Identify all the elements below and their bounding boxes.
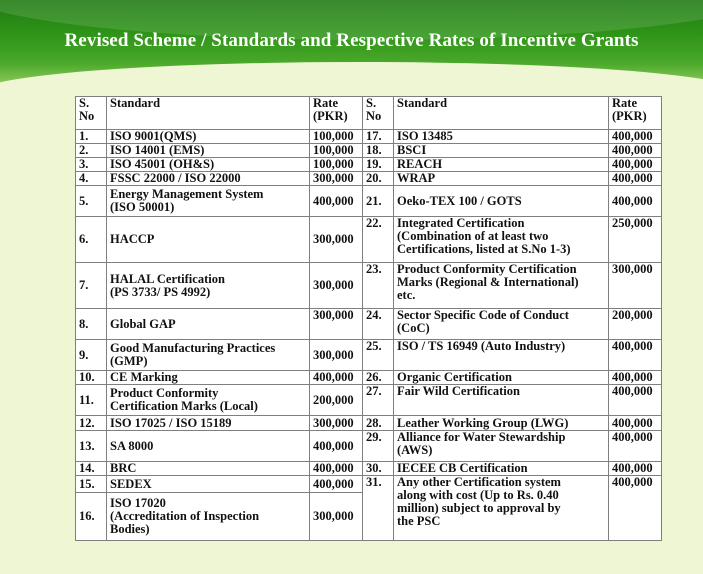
table-row xyxy=(76,416,662,431)
rate-cell: 400,000 xyxy=(609,476,662,541)
rate-cell: 250,000 xyxy=(609,217,662,263)
standard-cell: Leather Working Group (LWG) xyxy=(394,416,609,431)
table-row xyxy=(76,476,662,493)
rate-cell: 300,000 xyxy=(310,263,363,309)
sno-cell: 11. xyxy=(76,385,107,416)
standard-cell: ISO 45001 (OH&S) xyxy=(107,158,310,172)
rate-cell: 100,000 xyxy=(310,130,363,144)
sno-cell: 13. xyxy=(76,431,107,462)
rate-cell: 400,000 xyxy=(310,476,363,493)
sno-cell: 27. xyxy=(363,385,394,416)
rate-cell: 400,000 xyxy=(609,172,662,186)
standard-cell: BSCI xyxy=(394,144,609,158)
standard-cell: ISO 17020 (Accreditation of Inspection Bodies) xyxy=(107,493,310,541)
standard-cell: Organic Certification xyxy=(394,371,609,385)
rate-cell: 300,000 xyxy=(310,217,363,263)
standard-cell: Any other Certification system along with cost (Up to Rs. 0.40 million) subject to approval by the PSC xyxy=(394,476,609,541)
rate-cell: 400,000 xyxy=(609,462,662,476)
sno-cell: 25. xyxy=(363,340,394,371)
rate-cell: 100,000 xyxy=(310,158,363,172)
sno-cell: 18. xyxy=(363,144,394,158)
standard-cell: ISO 14001 (EMS) xyxy=(107,144,310,158)
header-standard: Standard xyxy=(107,97,310,130)
standard-cell: Oeko-TEX 100 / GOTS xyxy=(394,186,609,217)
rate-cell: 300,000 xyxy=(310,309,363,340)
table-header-row xyxy=(76,97,662,130)
rate-cell: 400,000 xyxy=(310,462,363,476)
table-row xyxy=(76,431,662,462)
rate-cell: 300,000 xyxy=(310,172,363,186)
rate-cell: 200,000 xyxy=(310,385,363,416)
rate-cell: 400,000 xyxy=(609,158,662,172)
sno-cell: 17. xyxy=(363,130,394,144)
standard-cell: ISO 13485 xyxy=(394,130,609,144)
standard-cell: SEDEX xyxy=(107,476,310,493)
sno-cell: 31. xyxy=(363,476,394,541)
standard-cell: HALAL Certification (PS 3733/ PS 4992) xyxy=(107,263,310,309)
rate-cell: 400,000 xyxy=(609,416,662,431)
rate-cell: 300,000 xyxy=(310,493,363,541)
sno-cell: 23. xyxy=(363,263,394,309)
sno-cell: 4. xyxy=(76,172,107,186)
standard-cell: ISO 17025 / ISO 15189 xyxy=(107,416,310,431)
table-row xyxy=(76,186,662,217)
sno-cell: 2. xyxy=(76,144,107,158)
table-row xyxy=(76,371,662,385)
standard-cell: Alliance for Water Stewardship (AWS) xyxy=(394,431,609,462)
table-row xyxy=(76,158,662,172)
rate-cell: 400,000 xyxy=(609,385,662,416)
table-row xyxy=(76,130,662,144)
table-row xyxy=(76,462,662,476)
rate-cell: 300,000 xyxy=(609,263,662,309)
sno-cell: 24. xyxy=(363,309,394,340)
rate-cell: 400,000 xyxy=(310,431,363,462)
sno-cell: 20. xyxy=(363,172,394,186)
sno-cell: 22. xyxy=(363,217,394,263)
standard-cell: WRAP xyxy=(394,172,609,186)
standard-cell: ISO / TS 16949 (Auto Industry) xyxy=(394,340,609,371)
sno-cell: 14. xyxy=(76,462,107,476)
sno-cell: 26. xyxy=(363,371,394,385)
standard-cell: Product Conformity Certification Marks (Local) xyxy=(107,385,310,416)
standard-cell: Sector Specific Code of Conduct (CoC) xyxy=(394,309,609,340)
standard-cell: HACCP xyxy=(107,217,310,263)
sno-cell: 21. xyxy=(363,186,394,217)
header-rate: Rate (PKR) xyxy=(310,97,363,130)
rate-cell: 400,000 xyxy=(310,186,363,217)
standard-cell: Good Manufacturing Practices (GMP) xyxy=(107,340,310,371)
slide-header xyxy=(0,0,703,84)
table-row xyxy=(76,144,662,158)
header-curve xyxy=(0,62,703,84)
header-standard-2: Standard xyxy=(394,97,609,130)
standard-cell: Fair Wild Certification xyxy=(394,385,609,416)
table-row xyxy=(76,172,662,186)
rate-cell: 100,000 xyxy=(310,144,363,158)
standard-cell: Product Conformity Certification Marks (Regional & International) etc. xyxy=(394,263,609,309)
rate-cell: 400,000 xyxy=(609,340,662,371)
rate-cell: 400,000 xyxy=(609,431,662,462)
header-sno: S. No xyxy=(76,97,107,130)
sno-cell: 1. xyxy=(76,130,107,144)
rate-cell: 200,000 xyxy=(609,309,662,340)
sno-cell: 12. xyxy=(76,416,107,431)
rate-cell: 400,000 xyxy=(310,371,363,385)
rate-cell: 300,000 xyxy=(310,340,363,371)
sno-cell: 8. xyxy=(76,309,107,340)
rate-cell: 400,000 xyxy=(609,130,662,144)
table-row xyxy=(76,340,662,371)
sno-cell: 30. xyxy=(363,462,394,476)
sno-cell: 29. xyxy=(363,431,394,462)
sno-cell: 3. xyxy=(76,158,107,172)
rate-cell: 400,000 xyxy=(609,144,662,158)
table-row xyxy=(76,263,662,309)
rate-cell: 400,000 xyxy=(609,371,662,385)
standard-cell: FSSC 22000 / ISO 22000 xyxy=(107,172,310,186)
header-rate-2: Rate (PKR) xyxy=(609,97,662,130)
sno-cell: 16. xyxy=(76,493,107,541)
table-row xyxy=(76,385,662,416)
sno-cell: 9. xyxy=(76,340,107,371)
rate-cell: 400,000 xyxy=(609,186,662,217)
standard-cell: SA 8000 xyxy=(107,431,310,462)
sno-cell: 7. xyxy=(76,263,107,309)
incentive-rates-table xyxy=(75,96,662,541)
sno-cell: 15. xyxy=(76,476,107,493)
standard-cell: CE Marking xyxy=(107,371,310,385)
rate-cell: 300,000 xyxy=(310,416,363,431)
sno-cell: 5. xyxy=(76,186,107,217)
standard-cell: Integrated Certification (Combination of at least two Certifications, listed at S.No 1-3) xyxy=(394,217,609,263)
sno-cell: 28. xyxy=(363,416,394,431)
table-row xyxy=(76,309,662,340)
standard-cell: ISO 9001(QMS) xyxy=(107,130,310,144)
standard-cell: BRC xyxy=(107,462,310,476)
sno-cell: 19. xyxy=(363,158,394,172)
sno-cell: 6. xyxy=(76,217,107,263)
standard-cell: Global GAP xyxy=(107,309,310,340)
header-sno-2: S. No xyxy=(363,97,394,130)
standard-cell: IECEE CB Certification xyxy=(394,462,609,476)
standard-cell: REACH xyxy=(394,158,609,172)
sno-cell: 10. xyxy=(76,371,107,385)
standard-cell: Energy Management System (ISO 50001) xyxy=(107,186,310,217)
table-row xyxy=(76,217,662,263)
slide-title: Revised Scheme / Standards and Respective Rates of Incentive Grants xyxy=(64,30,639,51)
